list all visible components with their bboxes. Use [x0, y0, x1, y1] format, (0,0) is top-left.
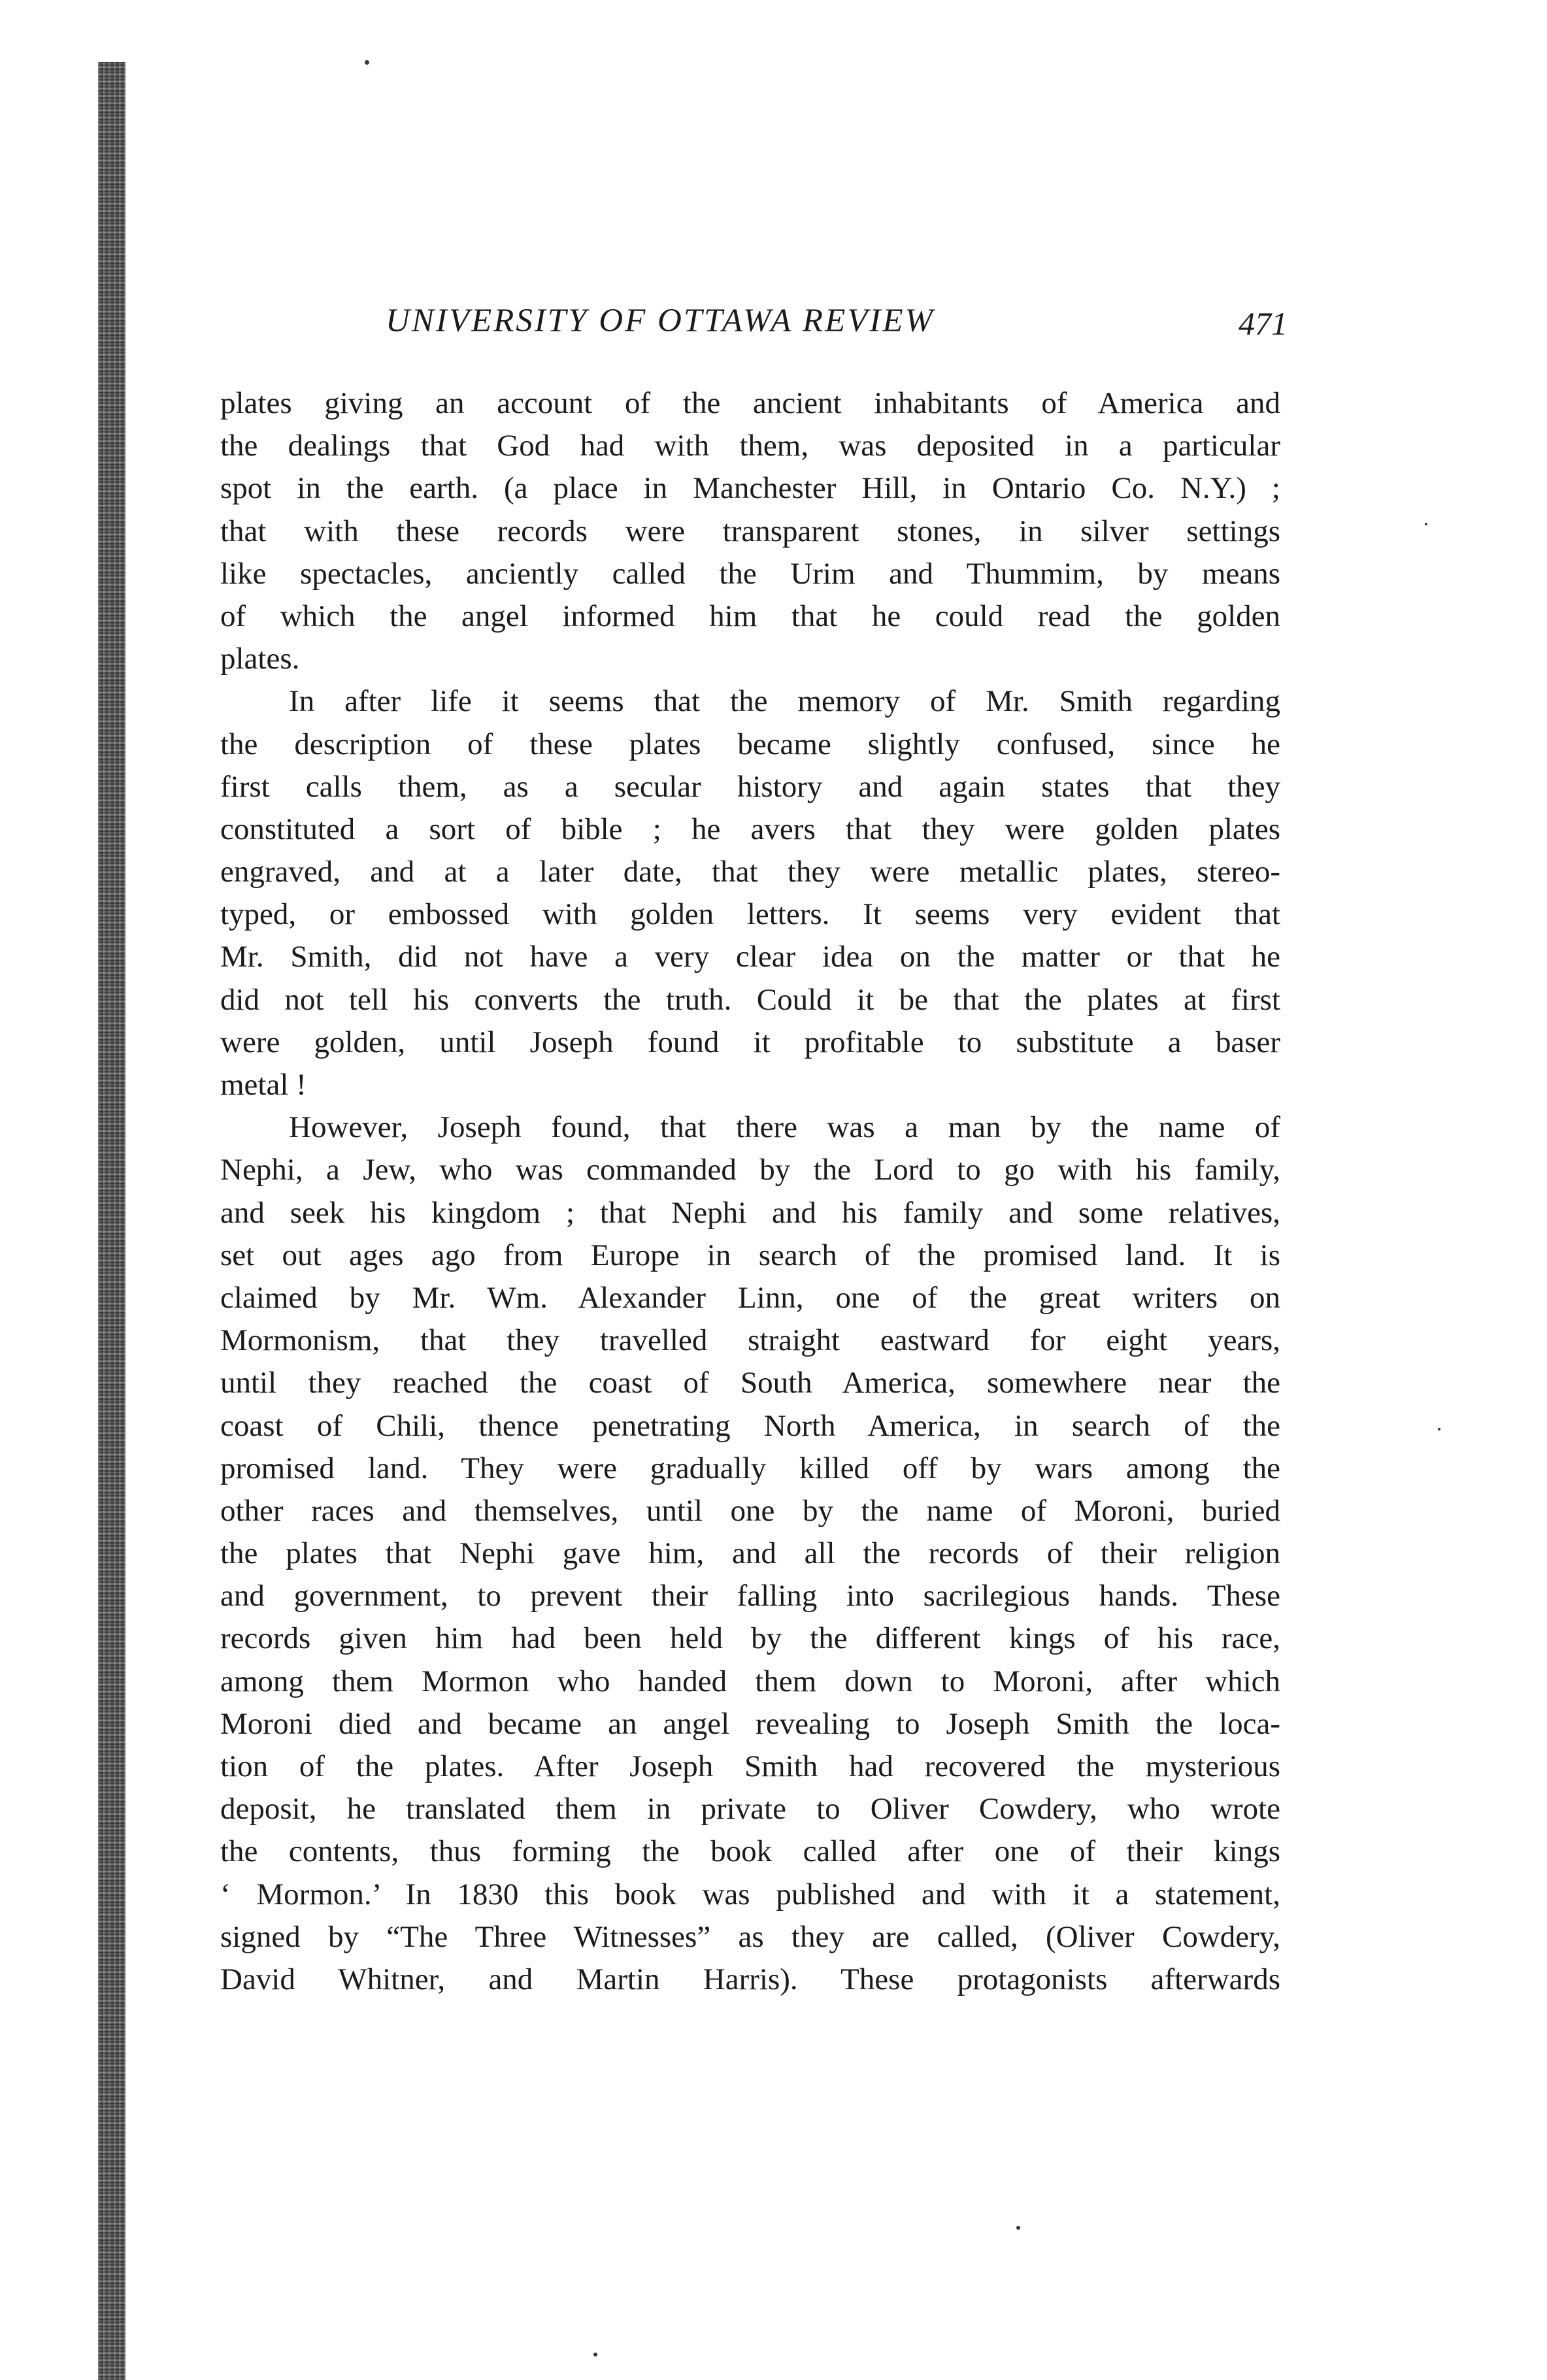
text-line: Nephi, a Jew, who was commanded by the Lord to go with his family, — [220, 1153, 1280, 1187]
page-number: 471 — [1239, 305, 1288, 342]
text-line: deposit, he translated them in private to Oliver Cowdery, who wrote — [220, 1792, 1280, 1826]
text-line: Mormonism, that they travelled straight eastward for eight years, — [220, 1323, 1280, 1358]
binding-shadow — [98, 62, 125, 2380]
text-line: However, Joseph found, that there was a man by the name of — [289, 1110, 1280, 1145]
text-line: David Whitner, and Martin Harris). These protagonists afterwards — [220, 1962, 1280, 1996]
text-line: plates. — [220, 642, 300, 676]
scan-speck — [1438, 1428, 1440, 1430]
text-line: engraved, and at a later date, that they were metallic plates, stereo- — [220, 855, 1280, 889]
text-line: that with these records were transparent stones, in silver settings — [220, 514, 1280, 548]
scan-binding-edge — [0, 0, 134, 2380]
text-line: and government, to prevent their falling into sacrilegious hands. These — [220, 1579, 1280, 1613]
text-line: spot in the earth. (a place in Manchester Hill, in Ontario Co. N.Y.) ; — [220, 471, 1280, 506]
text-line: among them Mormon who handed them down to Moroni, after which — [220, 1664, 1280, 1698]
text-line: typed, or embossed with golden letters. It seems very evident that — [220, 897, 1280, 932]
scan-speck — [365, 60, 369, 65]
text-line: did not tell his converts the truth. Could it be that the plates at first — [220, 982, 1280, 1017]
text-line: other races and themselves, until one by the name of Moroni, buried — [220, 1493, 1280, 1528]
text-line: the contents, thus forming the book called after one of their kings — [220, 1834, 1280, 1869]
text-line: ‘ Mormon.’ In 1830 this book was published and with it a statement, — [220, 1877, 1280, 1911]
body-text — [220, 382, 1280, 2001]
text-line: like spectacles, anciently called the Urim and Thummim, by means — [220, 556, 1280, 591]
text-line: plates giving an account of the ancient inhabitants of America and — [220, 386, 1280, 420]
running-head: UNIVERSITY OF OTTAWA REVIEW — [386, 303, 935, 339]
text-line: tion of the plates. After Joseph Smith had recovered the mysterious — [220, 1749, 1280, 1783]
text-line: were golden, until Joseph found it profitable to substitute a baser — [220, 1025, 1280, 1059]
text-line: coast of Chili, thence penetrating North America, in search of the — [220, 1408, 1280, 1443]
text-line: records given him had been held by the different kings of his race, — [220, 1621, 1280, 1656]
text-line: claimed by Mr. Wm. Alexander Linn, one of the great writers on — [220, 1280, 1280, 1315]
scan-speck — [1425, 523, 1427, 525]
text-line: Moroni died and became an angel revealing to Joseph Smith the loca- — [220, 1706, 1280, 1741]
text-line: constituted a sort of bible ; he avers that they were golden plates — [220, 812, 1280, 846]
text-line: Mr. Smith, did not have a very clear idea on the matter or that he — [220, 940, 1280, 974]
text-line: promised land. They were gradually killed off by wars among the — [220, 1451, 1280, 1485]
text-line: set out ages ago from Europe in search of the promised land. It is — [220, 1238, 1280, 1272]
text-line: until they reached the coast of South America, somewhere near the — [220, 1366, 1280, 1400]
text-line: the description of these plates became slightly confused, since he — [220, 727, 1280, 761]
page-header — [216, 302, 1288, 348]
text-line: In after life it seems that the memory of Mr. Smith regarding — [289, 684, 1280, 719]
text-line: and seek his kingdom ; that Nephi and his family and some relatives, — [220, 1195, 1280, 1230]
scan-speck — [1016, 2226, 1020, 2230]
text-line: the plates that Nephi gave him, and all the records of their religion — [220, 1536, 1280, 1571]
text-line: metal ! — [220, 1068, 307, 1102]
scan-speck — [593, 2353, 597, 2356]
text-line: first calls them, as a secular history and again states that they — [220, 769, 1280, 804]
text-line: of which the angel informed him that he could read the golden — [220, 599, 1280, 633]
text-line: signed by “The Three Witnesses” as they are called, (Oliver Cowdery, — [220, 1919, 1280, 1954]
text-line: the dealings that God had with them, was deposited in a particular — [220, 429, 1280, 463]
